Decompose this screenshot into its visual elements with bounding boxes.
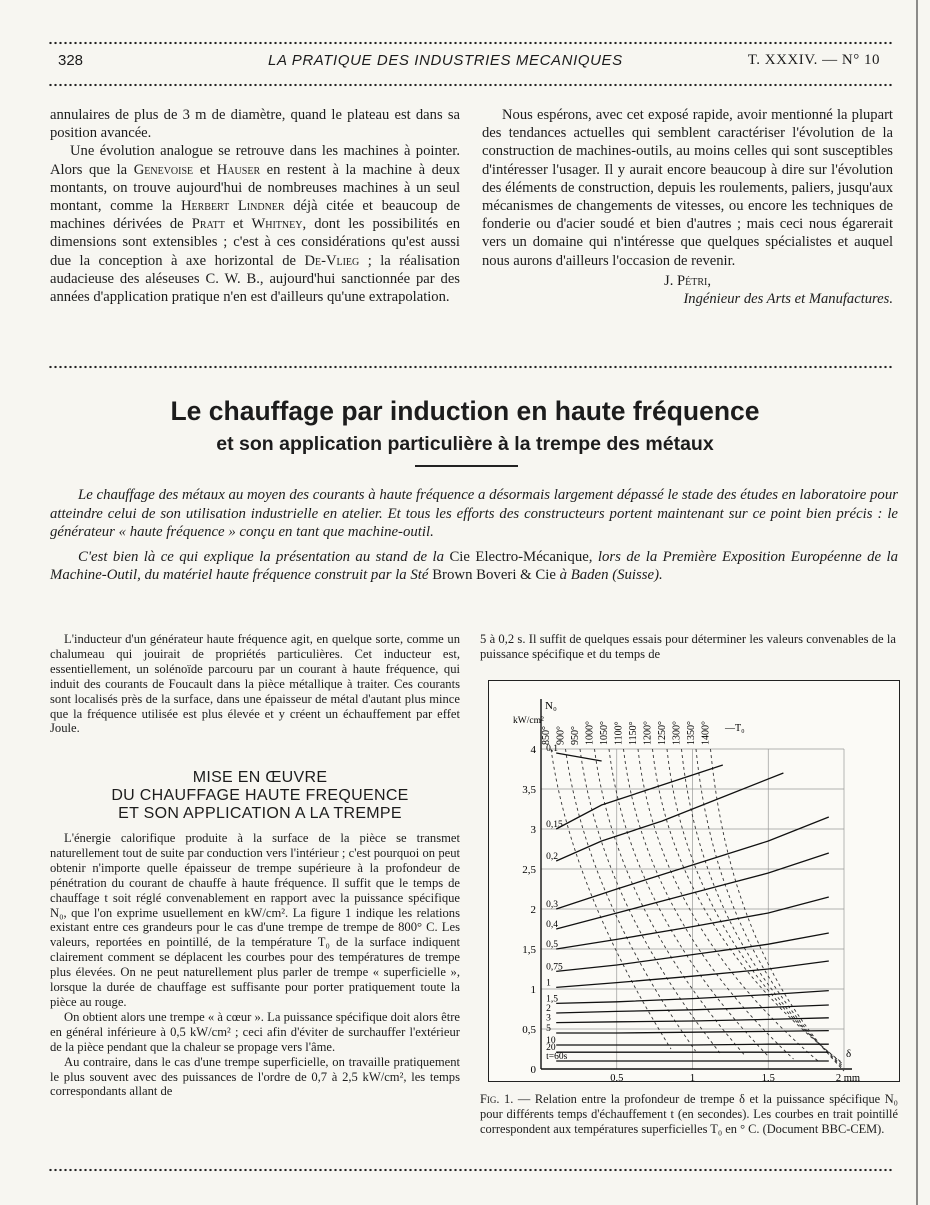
temperature-label: 850° — [541, 726, 552, 745]
series-label: 0,5 — [546, 940, 559, 950]
time-series-line — [556, 753, 601, 761]
intro-paragraph: Le chauffage des métaux au moyen des courants à haute fréquence a désormais largement dépassé le stade des études en laboratoire pour atteindre celui de son utilisation industrielle en atelier. Et tous les efforts des constructeurs portent maintenant sur ce point bien précis : le générateur « haute fréquence » conçu en tant que machine-outil. — [50, 487, 898, 541]
header-top-rule — [48, 41, 892, 45]
series-label: t=60s — [546, 1052, 568, 1062]
time-series-line — [556, 773, 783, 861]
x-tick-label: 1,5 — [761, 1073, 775, 1081]
running-header — [58, 52, 880, 74]
temperature-label: 1050° — [599, 721, 610, 745]
y-axis-unit: kW/cm² — [513, 716, 544, 726]
prev-article-left-column — [50, 106, 460, 306]
y-tick-label: 0,5 — [522, 1024, 536, 1036]
y-tick-label: 1 — [530, 984, 536, 996]
author-title: Ingénieur des Arts et Manufactures. — [683, 291, 893, 308]
x-axis-label: δ — [846, 1048, 852, 1060]
volume-number: T. XXXIV. — N° 10 — [747, 52, 880, 68]
temperature-curve — [551, 749, 671, 1049]
body-left-column-top — [50, 632, 460, 736]
article-intro — [50, 486, 898, 585]
paragraph: Une évolution analogue se retrouve dans les machines à pointer. Alors que la Genevoise et Hauser en restent à la machine à deux montants, on trouve aujourd'hui de nombreuses machines à un seul montant, comme la Herbert Lindner déjà citée et beaucoup de machines dérivées de Pratt et Whitney, dont les possibilités en dimensions sont extensibles ; c'est à ces considérations qu'est aussi due la conception à axe horizontal de De-Vlieg ; la réalisation audacieuse des aléseuses C. W. B., aujourd'hui sanctionnée par des années d'application pratique n'en est d'ailleurs qu'une extrapolation. — [50, 143, 460, 306]
author-signature: J. Pétri, — [664, 272, 711, 289]
series-label: 10 — [546, 1036, 556, 1046]
series-label: 5 — [546, 1024, 551, 1034]
temperature-label: 1350° — [686, 721, 697, 745]
temperature-label: 1000° — [584, 721, 596, 745]
body-paragraph: L'énergie calorifique produite à la surface de la pièce se transmet naturellement tout de suite par conduction vers l'intérieur ; c'est pourquoi on peut obtenir n'importe quelle épaisseur de trempe supérieure à la profondeur de pénétration du courant de chauffe à haute fréquence. Il suffit que le temps de chauffage t soit réglé convenablement en rapport avec la puissance spécifique N₀, que l'on exprime usuellement en kW/cm². La figure 1 indique les relations existant entre ces grandeurs pour le cas d'une trempe de trempe de 800° C. Les valeurs, reportées en pointillé, de la température T₀ de la surface indiquent clairement comment se déplacent les courbes pour des températures de trempe plus élevées. On ne peut naturellement plus parler de trempe « superficielle », lorsque la durée de chauffage est suffisante pour porter pratiquement toute la pièce au rouge. — [50, 831, 460, 1009]
body-paragraph: 5 à 0,2 s. Il suffit de quelques essais pour déterminer les valeurs convenables de la puissance spécifique et du temps de — [480, 632, 896, 661]
temperature-label: 1150° — [628, 721, 639, 745]
body-right-column — [480, 632, 896, 662]
y-tick-label: 2,5 — [522, 864, 536, 876]
body-paragraph: Au contraire, dans le cas d'une trempe superficielle, on travaille pratiquement le plus souvent avec des puissances de l'ordre de 0,7 à 2,5 kW/cm², les temps correspondants allant de — [50, 1054, 460, 1099]
temperature-label: 1100° — [613, 721, 625, 745]
temperature-axis-label: —T₀ — [725, 723, 745, 734]
y-tick-label: 1,5 — [522, 944, 536, 956]
article-separator-rule — [48, 365, 892, 369]
paragraph: Nous espérons, avec cet exposé rapide, avoir mentionné la plupart des tendances actuelles qui semblent caractériser l'évolution de la construction de machines-outils, au moins celles qui sont susceptibles d'intéresser l'usager. Il y aurait encore beaucoup à dire sur l'évolution des éléments de construction, depuis les roulements, paliers, jusqu'aux mécanismes de changements de vitesses, ou encore les techniques de fonderie ou d'acier soudé et bien d'autres ; mais ceci nous égarerait vers un domaine qui n'intéresse que quelques spécialistes et auquel nous aurons d'ailleurs l'occasion de revenir. — [482, 107, 893, 269]
time-series-line — [556, 765, 723, 829]
paragraph: annulaires de plus de 3 m de diamètre, quand le plateau est dans sa position avancée. — [50, 107, 460, 142]
temperature-curve — [638, 749, 818, 1061]
figure-1 — [488, 680, 900, 1082]
page-edge-rule — [916, 0, 918, 1205]
x-tick-label: 0,5 — [610, 1073, 624, 1081]
y-tick-label: 4 — [530, 744, 536, 756]
series-label: 2 — [546, 1004, 551, 1014]
temperature-label: 1200° — [642, 721, 654, 745]
series-label: 1 — [546, 978, 551, 989]
body-paragraph: L'inducteur d'un générateur haute fréquence agit, en quelque sorte, comme un chalumeau qui jouirait de propriétés particulières. Cet inducteur est, essentiellement, un solénoïde parcouru par un courant à haute fréquence, qui induit des courants de Foucault dans la pièce métallique à traiter. Ces courants sont localisés près de la surface, dans une épaisseur de métal d'autant plus mince que la fréquence utilisée est plus élevée et y créent un échauffement par effet Joule. — [50, 632, 460, 736]
temperature-curve — [653, 749, 843, 1063]
section-heading: MISE EN ŒUVRE DU CHAUFFAGE HAUTE FREQUENCE ET SON APPLICATION A LA TREMPE — [111, 769, 409, 822]
footer-rule — [48, 1168, 892, 1172]
series-label: 1,5 — [546, 994, 559, 1005]
y-tick-label: 3,5 — [522, 784, 536, 796]
figure-caption: Fig. 1. — Relation entre la profondeur de trempe δ et la puissance spécifique N₀ pour différents temps d'échauffement t (en secondes). Les courbes en trait pointillé correspondent aux températures superficielles T₀ en ° C. (Document BBC-CEM). — [480, 1092, 898, 1136]
temperature-label: 1400° — [700, 721, 712, 745]
temperature-label: 900° — [555, 726, 567, 745]
series-label: 3 — [546, 1013, 551, 1024]
chart-svg — [489, 681, 899, 1081]
y-axis-label: N₀ — [545, 700, 557, 712]
title-underline — [415, 465, 518, 467]
series-label: 0,15 — [546, 820, 563, 830]
intro-paragraph: C'est bien là ce qui explique la présentation au stand de la Cie Electro-Mécanique, lors de la Première Exposition Européenne de la Machine-Outil, du matériel haute fréquence construit par la Sté Brown Boveri & Cie à Baden (Suisse). — [50, 548, 898, 584]
prev-article-right-column — [482, 106, 893, 308]
body-paragraph: On obtient alors une trempe « à cœur ». La puissance spécifique doit alors être en général inférieure à 0,5 kW/cm² ; ceci afin d'éviter de surchauffer l'extérieur de la pièce pendant que la chaleur se propage vers l'âme. — [50, 1009, 460, 1054]
series-label: 0,4 — [546, 920, 559, 930]
journal-title: LA PRATIQUE DES INDUSTRIES MECANIQUES — [268, 52, 623, 69]
series-label: 20 — [546, 1043, 556, 1054]
y-tick-label: 2 — [530, 904, 536, 916]
temperature-label: 1250° — [657, 721, 668, 745]
y-tick-label: 3 — [530, 824, 536, 836]
temperature-curve — [580, 749, 720, 1053]
y-tick-label: 0 — [530, 1064, 536, 1076]
temperature-label: 950° — [570, 726, 581, 745]
article-subtitle: et son application particulière à la trempe des métaux — [216, 433, 714, 455]
series-label: 0,3 — [546, 900, 559, 910]
series-label: 0,2 — [546, 852, 559, 862]
header-bottom-rule — [48, 83, 892, 87]
article-title: Le chauffage par induction en haute fréquence — [170, 396, 760, 426]
series-label: 0,1 — [546, 744, 559, 754]
x-tick-label: 1 — [689, 1073, 696, 1081]
series-label: 0,75 — [546, 962, 563, 973]
body-left-column-bottom — [50, 831, 460, 1099]
page-number: 328 — [58, 52, 84, 69]
x-tick-label: 2 mm — [835, 1073, 861, 1081]
temperature-label: 1300° — [671, 721, 683, 745]
